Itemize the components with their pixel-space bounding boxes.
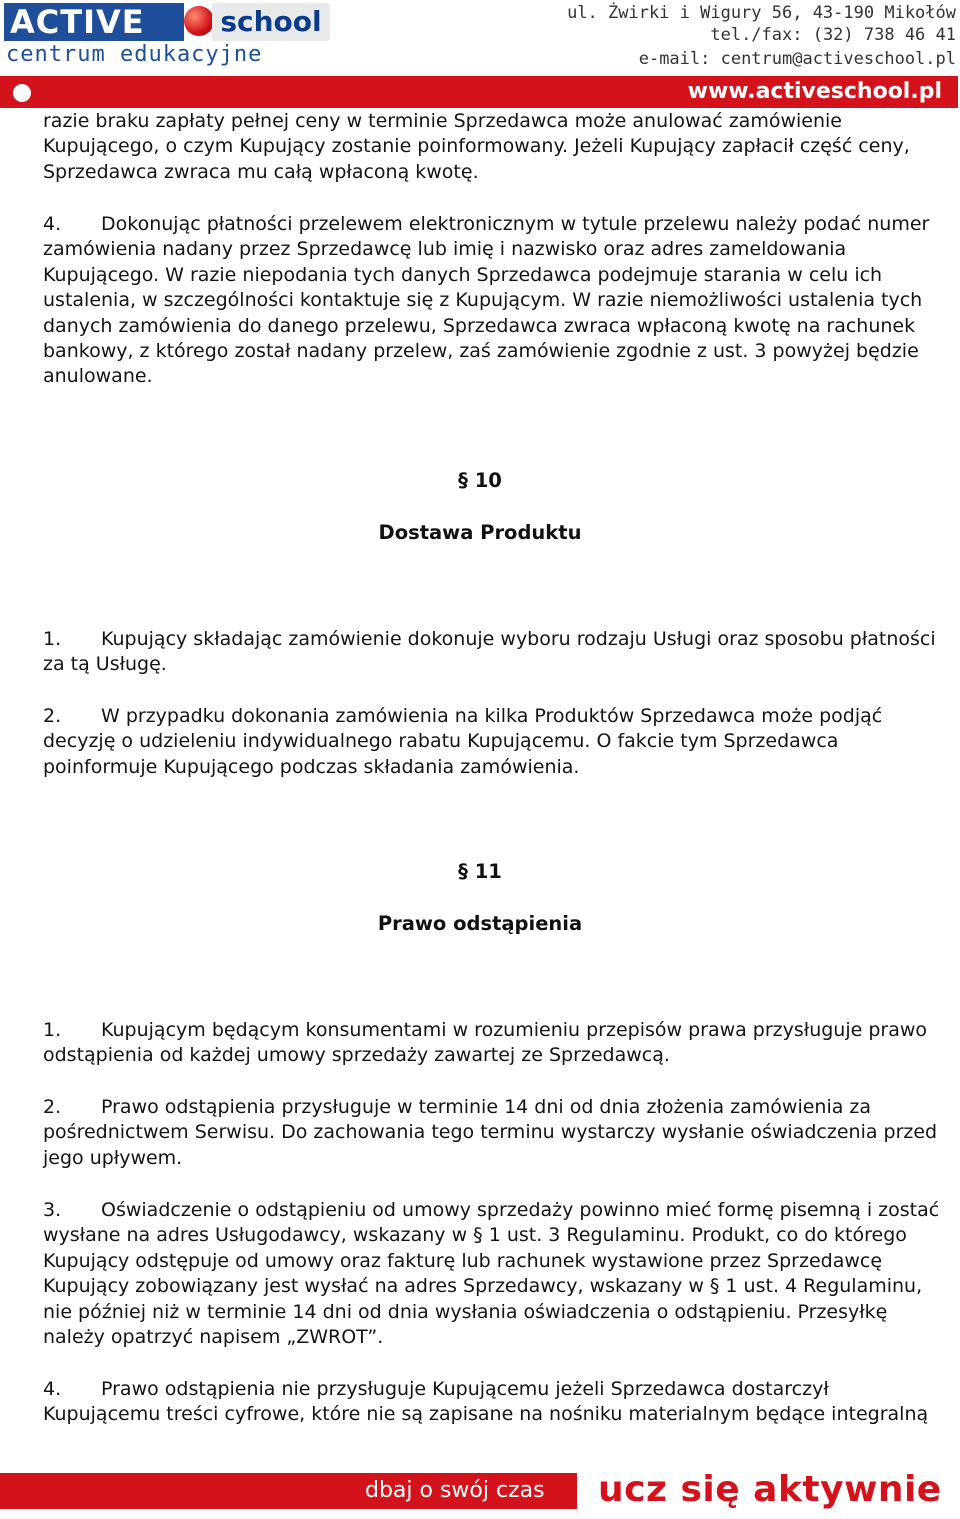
text-line: należy opatrzyć napisem „ZWROT”.: [43, 1326, 384, 1349]
paragraph-number: 4.: [43, 213, 62, 235]
text-line: za tą Usługę.: [43, 653, 167, 676]
header-phone: tel./fax: (32) 738 46 41: [710, 25, 956, 45]
paragraph-number: 4.: [43, 1378, 62, 1400]
section-11-paragraph-4: [43, 1377, 955, 1428]
text-line: 1. Kupujący składając zamówienie dokonuje wyboru rodzaju Usługi oraz sposobu płatności: [43, 627, 955, 652]
logo-subtitle: centrum edukacyjne: [6, 42, 263, 67]
section-10-number: § 10: [458, 469, 502, 492]
section-10-title: Dostawa Produktu: [378, 521, 582, 544]
text-line: anulowane.: [43, 365, 153, 388]
section-10-paragraph-2: [43, 704, 955, 780]
footer-red-bar: [0, 1473, 577, 1509]
text-line: Sprzedawca zwraca mu całą wpłaconą kwotę.: [43, 160, 479, 183]
paragraph-number: 2.: [43, 1096, 62, 1118]
text-line: Kupujący zobowiązany jest wysłać na adres Sprzedawcy, wskazany w § 1 ust. 4 Regulaminu,: [43, 1275, 923, 1298]
text-line: 2. W przypadku dokonania zamówienia na kilka Produktów Sprzedawca może podjąć: [43, 704, 955, 729]
page-header: [0, 0, 960, 108]
section-11-title: Prawo odstąpienia: [377, 912, 583, 935]
section-11-paragraph-1: [43, 1018, 955, 1069]
text-line: danych zamówienia do danego przelewu, Sprzedawca zwraca wpłaconą kwotę na rachunek: [43, 314, 916, 337]
paragraph-number: 1.: [43, 1019, 62, 1041]
text-line: pośrednictwem Serwisu. Do zachowania tego terminu wystarczy wysłanie oświadczenia przed: [43, 1121, 938, 1144]
text-line: odstąpienia od każdej umowy sprzedaży zawartej ze Sprzedawcą.: [43, 1044, 670, 1067]
text-line: nie później niż w terminie 14 dni od dnia wysłania oświadczenia o odstąpieniu. Przesyłkę: [43, 1300, 888, 1323]
logo-school: school: [212, 3, 330, 41]
paragraph-number: 2.: [43, 705, 62, 727]
header-email: e-mail: centrum@activeschool.pl: [638, 49, 956, 69]
text-line: jego upływem.: [43, 1146, 183, 1169]
text-line: wysłane na adres Usługodawcy, wskazany w § 1 ust. 3 Regulaminu. Produkt, co do którego: [43, 1224, 907, 1247]
text-line: 3. Oświadczenie o odstąpieniu od umowy sprzedaży powinno mieć formę pisemną i zostać: [43, 1198, 955, 1223]
text-line: razie braku zapłaty pełnej ceny w terminie Sprzedawca może anulować zamówienie: [43, 110, 842, 132]
text-line: 4. Dokonując płatności przelewem elektronicznym w tytule przelewu należy podać numer: [43, 212, 955, 237]
text-line: poinformuje Kupującego podczas składania zamówienia.: [43, 755, 580, 778]
paragraph-4: [43, 212, 955, 390]
page-footer: [0, 1469, 960, 1510]
section-11-number: § 11: [458, 860, 502, 883]
text-line: bankowy, z którego został nadany przelew, zaś zamówienie zgodnie z ust. 3 powyżej będzie: [43, 340, 919, 363]
section-11-paragraph-2: [43, 1095, 955, 1171]
text-line: Kupującego. W razie niepodania tych danych Sprzedawca podejmuje starania w celu ich: [43, 263, 883, 286]
dot-icon: [13, 84, 31, 102]
footer-slogan-left: dbaj o swój czas: [365, 1478, 545, 1503]
paragraph-number: 1.: [43, 628, 62, 650]
header-address: ul. Żwirki i Wigury 56, 43-190 Mikołów: [567, 3, 956, 23]
text-line: 1. Kupującym będącym konsumentami w rozumieniu przepisów prawa przysługuje prawo: [43, 1018, 955, 1043]
logo-active: ACTIVE: [4, 3, 184, 41]
section-10-paragraph-1: [43, 627, 955, 678]
text-line: zamówienia nadany przez Sprzedawcę lub imię i nazwisko oraz adres zameldowania: [43, 238, 847, 261]
footer-slogan-right: ucz się aktywnie: [598, 1469, 942, 1510]
text-line: ustalenia, w szczególności kontaktuje się z Kupującym. W razie niemożliwości ustalenia tych: [43, 289, 923, 312]
header-website: www.activeschool.pl: [687, 79, 942, 104]
text-line: Kupującemu treści cyfrowe, które nie są zapisane na nośniku materialnym będące integralną: [43, 1403, 929, 1426]
text-line: decyzję o udzieleniu indywidualnego rabatu Kupującemu. O fakcie tym Sprzedawca: [43, 730, 839, 753]
header-red-bar: [0, 76, 958, 108]
logo-ball-icon: [184, 6, 214, 36]
text-line: 2. Prawo odstąpienia przysługuje w terminie 14 dni od dnia złożenia zamówienia za: [43, 1095, 955, 1120]
text-line: Kupujący odstępuje od umowy oraz fakturę lub rachunek wystawione przez Sprzedawcę: [43, 1249, 883, 1272]
text-line: 4. Prawo odstąpienia nie przysługuje Kupującemu jeżeli Sprzedawca dostarczył: [43, 1377, 955, 1402]
text-line: Kupującego, o czym Kupujący zostanie poinformowany. Jeżeli Kupujący zapłacił część ceny,: [43, 135, 910, 158]
paragraph-number: 3.: [43, 1199, 62, 1221]
section-11-paragraph-3: [43, 1198, 955, 1350]
paragraph-continued: [43, 109, 955, 185]
